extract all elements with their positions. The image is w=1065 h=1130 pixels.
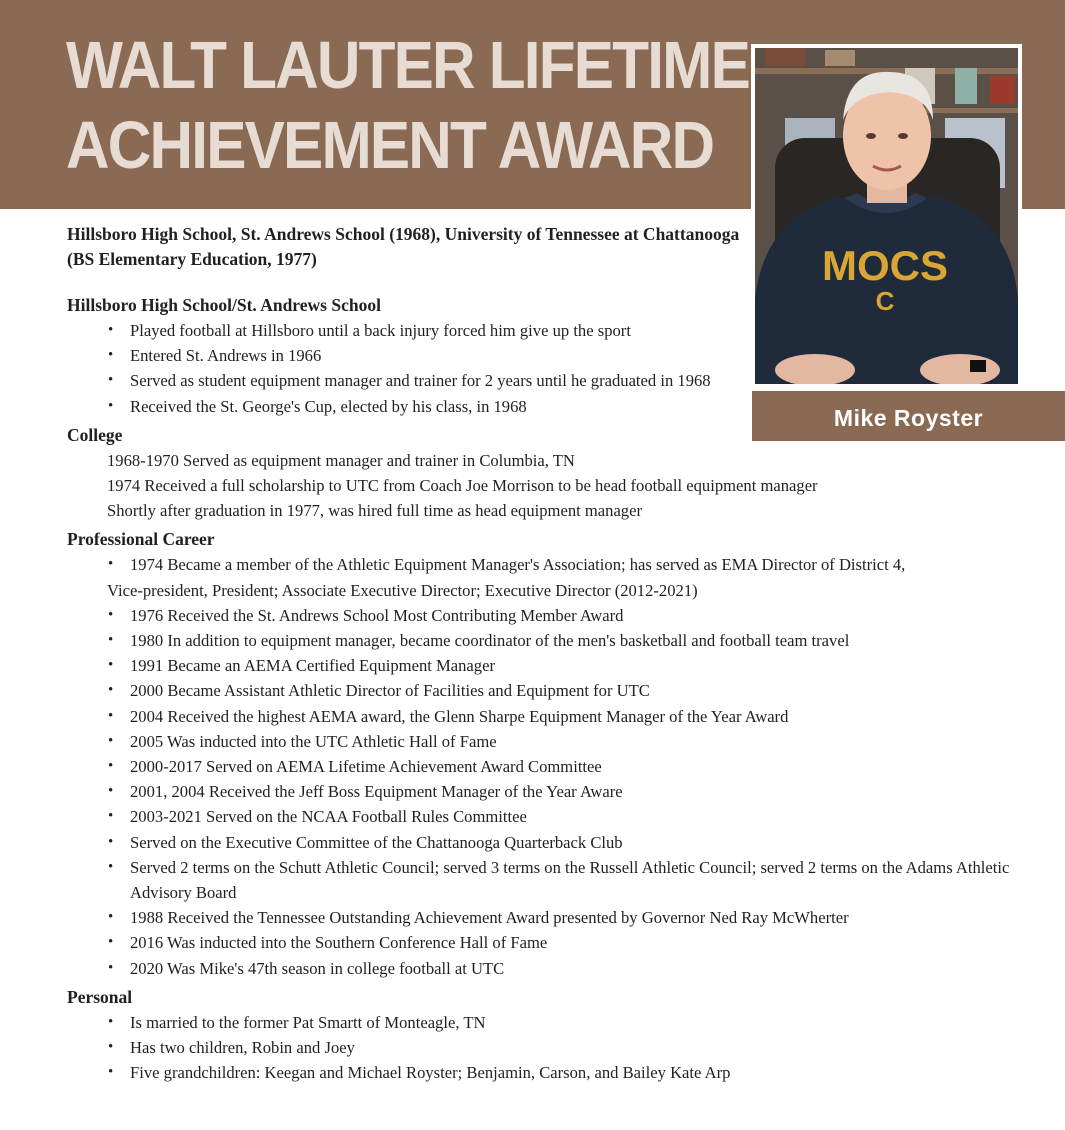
list-item [67, 552, 1027, 602]
shirt-logo: C [875, 286, 895, 316]
list-item: • Is married to the former Pat Smartt of Monteagle, TN [67, 1010, 1027, 1035]
list-item: • 2001, 2004 Received the Jeff Boss Equipment Manager of the Year Aware [67, 779, 1027, 804]
name-caption: Mike Royster [752, 391, 1065, 441]
list-item: • 1976 Received the St. Andrews School Most Contributing Member Award [67, 603, 1027, 628]
college-list [107, 448, 1027, 524]
list-item: • Has two children, Robin and Joey [67, 1035, 1027, 1060]
section-heading-high-school: Hillsboro High School/St. Andrews School [67, 295, 381, 315]
section-heading-personal: Personal [67, 986, 133, 1007]
bio-content [67, 222, 1027, 1089]
list-item: • Served 2 terms on the Schutt Athletic Council; served 3 terms on the Russell Athletic Council; served 2 terms on the Adams Athletic Advisory Board [67, 855, 1027, 905]
title-line-1: WALT LAUTER LIFETIME [66, 28, 750, 103]
list-item: • 1980 In addition to equipment manager, became coordinator of the men's basketball and football team travel [67, 628, 1027, 653]
list-item: • 2004 Received the highest AEMA award, the Glenn Sharpe Equipment Manager of the Year Award [67, 704, 1027, 729]
personal-list [67, 1010, 1027, 1086]
career-list [67, 552, 1027, 980]
list-item: • 1991 Became an AEMA Certified Equipment Manager [67, 653, 1027, 678]
list-item-line-2: Vice-president, President; Associate Executive Director; Executive Director (2012-2021) [107, 580, 698, 600]
list-item: 1974 Received a full scholarship to UTC from Coach Joe Morrison to be head football equipment manager [107, 476, 818, 496]
section-heading-career: Professional Career [67, 529, 215, 550]
list-item: 1968-1970 Served as equipment manager and trainer in Columbia, TN [107, 450, 575, 470]
list-item: • Served on the Executive Committee of the Chattanooga Quarterback Club [67, 830, 1027, 855]
list-item: • 2003-2021 Served on the NCAA Football Rules Committee [67, 804, 1027, 829]
list-item: • Served as student equipment manager and trainer for 2 years until he graduated in 1968 [67, 368, 1027, 393]
list-item-line-1: 1974 Became a member of the Athletic Equipment Manager's Association; has served as EMA Director of District 4, [130, 555, 906, 575]
section-heading-college: College [67, 424, 123, 445]
list-item: • Played football at Hillsboro until a back injury forced him give up the sport [67, 318, 1027, 343]
list-item: • Five grandchildren: Keegan and Michael Royster; Benjamin, Carson, and Bailey Kate Arp [67, 1060, 1027, 1085]
high-school-list [67, 318, 1027, 419]
list-item: • 2016 Was inducted into the Southern Conference Hall of Fame [67, 930, 1027, 955]
education-summary: Hillsboro High School, St. Andrews School (1968), University of Tennessee at Chattanooga (BS Elementary Education, 1977) [67, 224, 740, 269]
list-item: • 1988 Received the Tennessee Outstanding Achievement Award presented by Governor Ned Ray McWherter [67, 905, 1027, 930]
list-item: • Received the St. George's Cup, elected by his class, in 1968 [67, 394, 1027, 419]
title-line-2: ACHIEVEMENT AWARD [66, 108, 714, 183]
page-title [66, 26, 749, 186]
list-item: • 2000 Became Assistant Athletic Director of Facilities and Equipment for UTC [67, 678, 1027, 703]
list-item: Shortly after graduation in 1977, was hired full time as head equipment manager [107, 501, 642, 521]
shirt-text: MOCS [822, 242, 948, 289]
list-item: • 2005 Was inducted into the UTC Athletic Hall of Fame [67, 729, 1027, 754]
list-item: • Entered St. Andrews in 1966 [67, 343, 1027, 368]
list-item: • 2020 Was Mike's 47th season in college football at UTC [67, 956, 1027, 981]
list-item: • 2000-2017 Served on AEMA Lifetime Achievement Award Committee [67, 754, 1027, 779]
